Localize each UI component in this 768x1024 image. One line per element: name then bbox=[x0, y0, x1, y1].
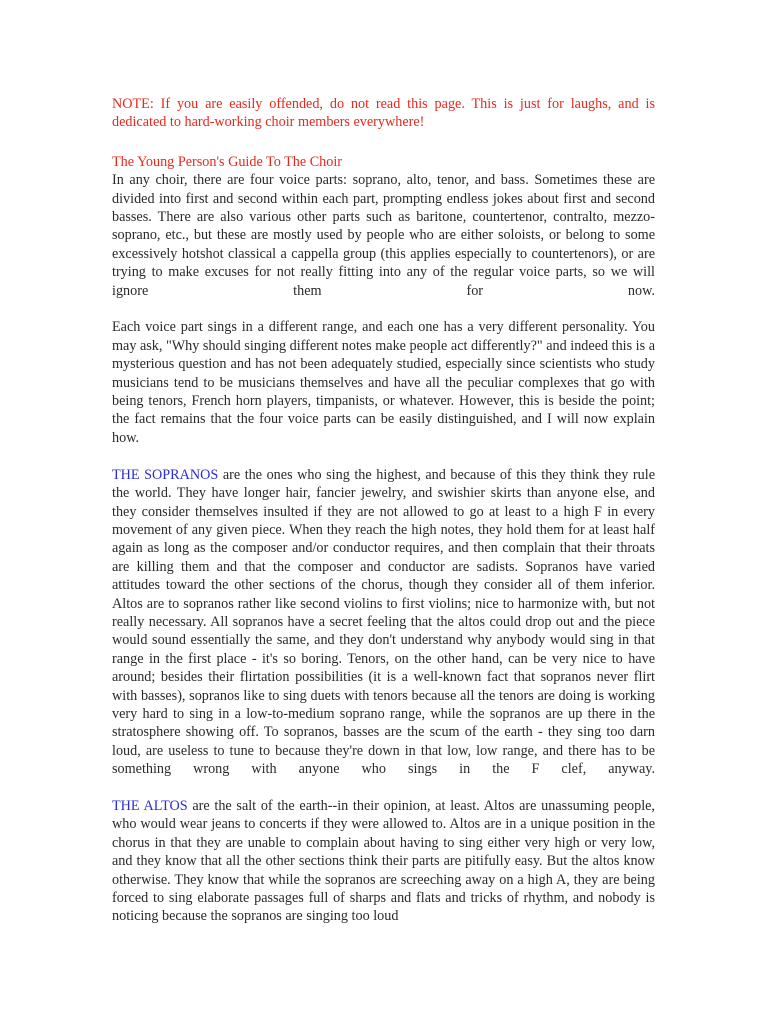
intro-paragraph: In any choir, there are four voice parts: soprano, alto, tenor, and bass. Sometimes these are divided into first and second within each part, prompting endless jokes about first and second basses. There are also various other parts such as baritone, countertenor, contralto, mezzo-soprano, etc., but these are mostly used by people who are either soloists, or belong to some excessively hotshot classical a cappella group (this applies especially to countertenors), or are trying to make excuses for not really fitting into any of the regular voice parts, so we will ignore them for now. bbox=[112, 172, 655, 299]
altos-text: are the salt of the earth--in their opinion, at least. Altos are unassuming people, who would wear jeans to concerts if they were allowed to. Altos are in a unique position in the chorus in that they are unable to complain about having to sing either very high or very low, and they know that all the other sections think their parts are pitifully easy. But the altos know otherwise. They know that while the sopranos are screeching away on a high A, they are being forced to sing elaborate passages full of sharps and flats and tricks of rhythm, and nobody is noticing because the sopranos are singing too loud bbox=[112, 797, 655, 925]
sopranos-heading: THE SOPRANOS bbox=[112, 466, 219, 483]
paragraph-gap bbox=[112, 779, 655, 797]
altos-paragraph bbox=[112, 797, 655, 926]
altos-heading: THE ALTOS bbox=[112, 797, 188, 814]
disclaimer-note: NOTE: If you are easily offended, do not read this page. This is just for laughs, and is dedicated to hard-working choir members everywhere! bbox=[112, 96, 655, 131]
guide-title: The Young Person's Guide To The Choir bbox=[112, 153, 343, 170]
sopranos-text: are the ones who sing the highest, and because of this they think they rule the world. They have longer hair, fancier jewelry, and swishier skirts than anyone else, and they consider themselves insulted if they are not allowed to go at least to a high F in every movement of any given piece. When they reach the high notes, they hold them for at least half again as long as the composer and/or conductor requires, and then complain that their throats are killing them and that the composer and conductor are sadists. Sopranos have varied attitudes toward the other sections of the chorus, though they consider all of them inferior. Altos are to sopranos rather like second violins to first violins; nice to harmonize with, but not really necessary. All sopranos have a secret feeling that the altos could drop out and the piece would sound essentially the same, and they don't understand why anybody would sing in that range in the first place - it's so boring. Tenors, on the other hand, can be very nice to have around; besides their flirtation possibilities (it is a well-known fact that sopranos never flirt with basses), sopranos like to sing duets with tenors because all the tenors are doing is working very hard to sing in a low-to-medium soprano range, while the sopranos are up there in the stratosphere showing off. To sopranos, basses are the scum of the earth - they sing too darn loud, are useless to tune to because they're down in that low, low range, and there has to be something wrong with anyone who sings in the F clef, anyway. bbox=[112, 466, 655, 778]
personality-paragraph: Each voice part sings in a different range, and each one has a very different personality. You may ask, "Why should singing different notes make people act differently?" and indeed this is a mysterious question and has not been adequately studied, especially since scientists who study musicians tend to be musicians themselves and have all the peculiar complexes that go with being tenors, French horn players, timpanists, or whatever. However, this is beside the point; the fact remains that the four voice parts can be easily distinguished, and I will now explain how. bbox=[112, 319, 655, 446]
paragraph-gap bbox=[112, 300, 655, 318]
sopranos-paragraph bbox=[112, 466, 655, 779]
paragraph-gap bbox=[112, 447, 655, 465]
